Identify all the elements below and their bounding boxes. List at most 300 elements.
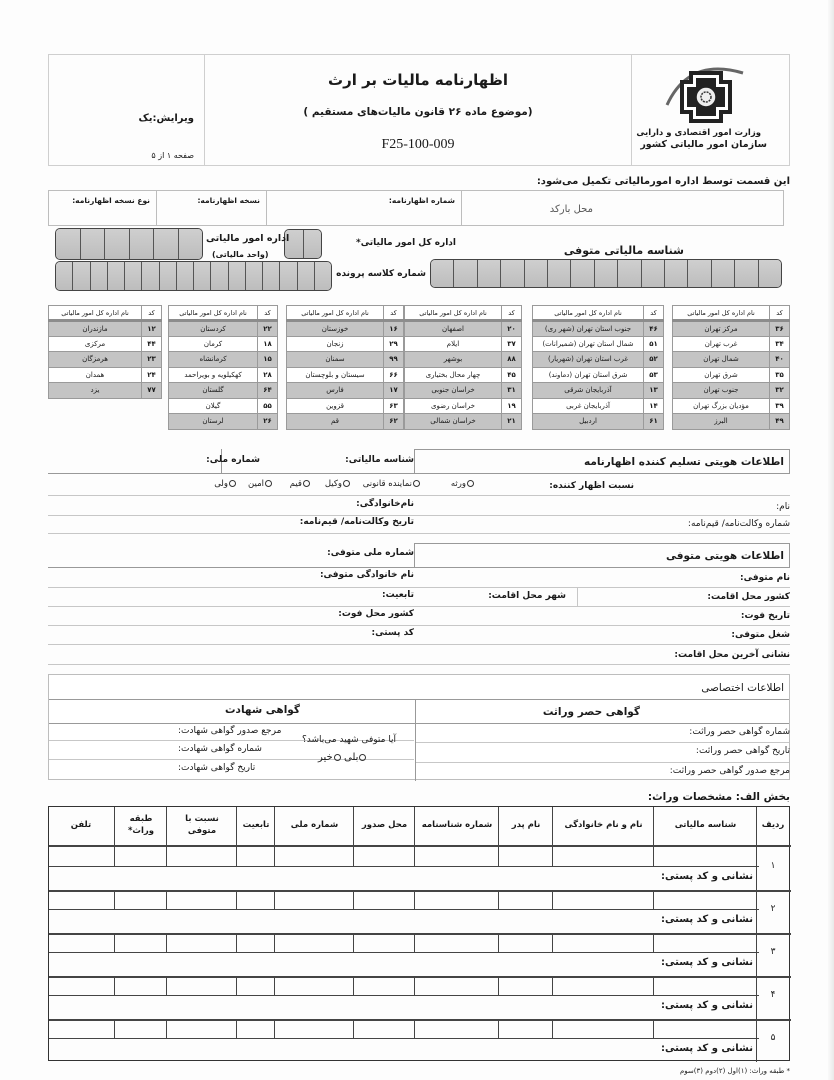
province-name: خراسان جنوبی bbox=[405, 383, 502, 399]
province-name: همدان bbox=[49, 367, 142, 383]
province-row bbox=[287, 367, 404, 383]
province-row bbox=[287, 414, 404, 430]
heirs-column-header: طبقه وراث* bbox=[127, 814, 155, 836]
province-table bbox=[532, 305, 664, 430]
digit-cell[interactable] bbox=[431, 260, 453, 287]
province-name: آذربایجان شرقی bbox=[533, 383, 644, 399]
province-row bbox=[673, 414, 790, 430]
heirs-column-header: تابعیت bbox=[242, 820, 270, 831]
heir-row-number: ۵ bbox=[770, 1033, 776, 1043]
digit-cell[interactable] bbox=[547, 260, 570, 287]
deceased-first-name-label[interactable]: نام متوفی: bbox=[740, 573, 790, 583]
deceased-tax-id-label: شناسه مالیاتی متوفی bbox=[563, 244, 684, 257]
province-row bbox=[673, 398, 790, 414]
residence-country-label[interactable]: کشور محل اقامت: bbox=[707, 592, 790, 602]
edition-label: ویرایش:یک bbox=[138, 113, 194, 124]
province-row bbox=[533, 414, 664, 430]
province-row bbox=[287, 352, 404, 368]
column-divider bbox=[552, 847, 553, 866]
province-name: لرستان bbox=[169, 414, 258, 430]
submitter-relation-label: نسبت اظهار کننده: bbox=[549, 481, 634, 491]
declaration-number-label: شماره اظهارنامه: bbox=[388, 196, 455, 205]
province-code: ۲۳ bbox=[142, 352, 162, 368]
column-divider bbox=[236, 933, 237, 952]
relation-option[interactable] bbox=[363, 479, 420, 489]
tax-office-input[interactable] bbox=[55, 228, 203, 260]
digit-cell[interactable] bbox=[178, 229, 203, 259]
digit-cell[interactable] bbox=[641, 260, 664, 287]
province-name: گیلان bbox=[169, 398, 258, 414]
digit-cell[interactable] bbox=[477, 260, 500, 287]
province-name: البرز bbox=[673, 414, 770, 430]
relation-option[interactable] bbox=[214, 479, 236, 489]
barcode-cell bbox=[461, 191, 783, 225]
digit-cell[interactable] bbox=[141, 262, 158, 290]
column-divider bbox=[236, 890, 237, 909]
martyr-option[interactable] bbox=[318, 752, 341, 763]
province-name: سیستان و بلوچستان bbox=[287, 367, 384, 383]
deceased-last-name-label[interactable]: نام خانوادگی متوفی: bbox=[319, 570, 414, 580]
digit-cell[interactable] bbox=[500, 260, 523, 287]
column-divider bbox=[166, 807, 167, 845]
digit-cell[interactable] bbox=[193, 262, 210, 290]
province-code: ۲۱ bbox=[502, 414, 522, 430]
column-divider bbox=[498, 1019, 499, 1038]
column-divider bbox=[414, 976, 415, 995]
radio-icon[interactable] bbox=[229, 480, 236, 487]
code-header: کد bbox=[142, 306, 162, 321]
province-code: ۴۰ bbox=[770, 352, 790, 368]
province-row bbox=[533, 398, 664, 414]
column-divider bbox=[353, 933, 354, 952]
submitter-poa-date-label[interactable]: تاریخ وکالت‌نامه/ قیم‌نامه: bbox=[299, 517, 414, 527]
digit-cell[interactable] bbox=[129, 229, 154, 259]
declaration-copy-field[interactable] bbox=[156, 191, 266, 225]
inheritance-cert-authority-label[interactable]: مرجع صدور گواهی حصر وراثت: bbox=[669, 766, 790, 776]
row-inner-divider bbox=[49, 995, 759, 996]
submitter-section-title: اطلاعات هویتی تسلیم کننده اظهارنامه bbox=[583, 456, 784, 468]
column-divider bbox=[166, 933, 167, 952]
province-code: ۶۳ bbox=[384, 398, 404, 414]
province-row bbox=[673, 383, 790, 399]
province-code: ۱۴ bbox=[644, 398, 664, 414]
martyr-option-label: بلی bbox=[344, 752, 359, 763]
heirs-column-header: ردیف bbox=[761, 820, 785, 831]
occupation-label[interactable]: شغل متوفی: bbox=[731, 630, 790, 640]
digit-cell[interactable] bbox=[758, 260, 781, 287]
digit-cell[interactable] bbox=[297, 262, 314, 290]
province-row bbox=[169, 383, 278, 399]
tax-organization-logo-icon bbox=[659, 65, 749, 127]
radio-icon[interactable] bbox=[359, 754, 366, 761]
row-inner-divider bbox=[49, 1038, 759, 1039]
page-number: صفحه ۱ از ۵ bbox=[151, 151, 194, 160]
province-table bbox=[168, 305, 278, 430]
province-row bbox=[533, 336, 664, 352]
declaration-copy-type-field[interactable] bbox=[47, 191, 156, 225]
column-divider bbox=[552, 1019, 553, 1038]
row-inner-divider bbox=[49, 909, 759, 910]
column-divider bbox=[353, 1019, 354, 1038]
column-divider bbox=[274, 1019, 275, 1038]
declaration-number-field[interactable] bbox=[266, 191, 461, 225]
radio-icon[interactable] bbox=[343, 480, 350, 487]
province-row bbox=[169, 398, 278, 414]
digit-cell[interactable] bbox=[734, 260, 757, 287]
digit-cell[interactable] bbox=[80, 229, 105, 259]
deceased-tax-id-input[interactable] bbox=[430, 259, 782, 288]
column-divider bbox=[274, 807, 275, 845]
province-code: ۶۱ bbox=[644, 414, 664, 430]
digit-cell[interactable] bbox=[228, 262, 245, 290]
submitter-last-name-label[interactable]: نام‌خانوادگی: bbox=[356, 499, 414, 509]
submitter-first-name-label[interactable]: نام: bbox=[776, 502, 790, 512]
province-name: یزد bbox=[49, 383, 142, 399]
last-address-label[interactable]: نشانی آخرین محل اقامت: bbox=[674, 650, 790, 660]
province-row bbox=[287, 383, 404, 399]
deceased-section-title: اطلاعات هویتی متوفی bbox=[665, 550, 784, 562]
digit-cell[interactable] bbox=[176, 262, 193, 290]
heirs-section-title: بخش الف: مشخصات وراث: bbox=[647, 791, 790, 803]
column-divider bbox=[353, 890, 354, 909]
column-divider bbox=[114, 976, 115, 995]
relation-option-label: ولی bbox=[214, 479, 228, 489]
row-divider bbox=[49, 1019, 791, 1021]
column-divider bbox=[552, 933, 553, 952]
relation-option-label: ورثه bbox=[450, 479, 466, 489]
digit-cell[interactable] bbox=[159, 262, 176, 290]
province-code: ۶۲ bbox=[384, 414, 404, 430]
digit-cell[interactable] bbox=[210, 262, 227, 290]
general-tax-office-label: اداره کل امور مالیاتی* bbox=[355, 238, 456, 248]
province-code: ۲۰ bbox=[502, 321, 522, 337]
name-header: نام اداره کل امور مالیاتی bbox=[405, 306, 502, 321]
form-header bbox=[48, 54, 790, 166]
heirs-table bbox=[48, 806, 790, 1061]
digit-cell[interactable] bbox=[56, 229, 80, 259]
specific-info-title: اطلاعات اختصاصی bbox=[701, 682, 784, 694]
digit-cell[interactable] bbox=[153, 229, 178, 259]
province-row bbox=[533, 383, 664, 399]
province-name: قم bbox=[287, 414, 384, 430]
column-divider bbox=[274, 890, 275, 909]
province-code: ۱۲ bbox=[142, 321, 162, 337]
province-row bbox=[287, 398, 404, 414]
province-name: مرکزی bbox=[49, 336, 142, 352]
digit-cell[interactable] bbox=[664, 260, 687, 287]
code-header: کد bbox=[644, 306, 664, 321]
column-divider bbox=[166, 976, 167, 995]
column-divider bbox=[552, 890, 553, 909]
province-name: شرق استان تهران (دماوند) bbox=[533, 367, 644, 383]
column-divider bbox=[498, 890, 499, 909]
scan-edge bbox=[828, 0, 834, 1080]
barcode-placeholder: محل بارکد bbox=[549, 204, 593, 215]
province-code: ۶۶ bbox=[384, 367, 404, 383]
submitter-poa-number-label[interactable]: شماره وکالت‌نامه/ قیم‌نامه: bbox=[687, 519, 790, 529]
column-divider bbox=[653, 890, 654, 909]
relation-option-label: نماینده قانونی bbox=[362, 479, 412, 489]
province-code: ۵۱ bbox=[644, 336, 664, 352]
digit-cell[interactable] bbox=[90, 262, 107, 290]
province-row bbox=[673, 321, 790, 337]
inheritance-cert-number-label[interactable]: شماره گواهی حصر وراثت: bbox=[689, 727, 790, 737]
heirs-column-header: شناسه مالیاتی bbox=[674, 820, 737, 831]
digit-cell[interactable] bbox=[314, 262, 331, 290]
martyr-number-label[interactable]: شماره گواهی شهادت: bbox=[178, 744, 262, 754]
digit-cell[interactable] bbox=[524, 260, 547, 287]
column-divider bbox=[166, 1019, 167, 1038]
tax-unit-label: (واحد مالیاتی) bbox=[212, 250, 269, 259]
digit-cell[interactable] bbox=[124, 262, 141, 290]
is-martyr-question: آیا متوفی شهید می‌باشد؟ bbox=[302, 735, 397, 745]
province-code: ۱۳ bbox=[644, 383, 664, 399]
residence-city-label[interactable]: شهر محل اقامت: bbox=[488, 591, 566, 601]
province-code: ۱۷ bbox=[384, 383, 404, 399]
declaration-copy-label: نسخه اظهارنامه: bbox=[197, 196, 260, 205]
province-name: سمنان bbox=[287, 352, 384, 368]
general-tax-office-input[interactable] bbox=[284, 229, 322, 259]
column-divider bbox=[653, 933, 654, 952]
province-row bbox=[49, 383, 162, 399]
province-code: ۲۸ bbox=[258, 367, 278, 383]
form-subtitle: (موضوع ماده ۲۶ قانون مالیات‌های مستقیم ) bbox=[303, 106, 533, 118]
province-row bbox=[673, 352, 790, 368]
column-divider bbox=[498, 807, 499, 845]
province-code: ۳۴ bbox=[770, 336, 790, 352]
row-divider bbox=[49, 890, 791, 892]
column-divider bbox=[653, 807, 654, 845]
province-code: ۳۹ bbox=[770, 398, 790, 414]
submitter-national-id-label[interactable]: شماره ملی: bbox=[206, 455, 260, 465]
code-header: کد bbox=[502, 306, 522, 321]
province-name: کرمان bbox=[169, 336, 258, 352]
column-divider bbox=[236, 976, 237, 995]
province-code: ۳۱ bbox=[502, 383, 522, 399]
province-code: ۱۵ bbox=[258, 352, 278, 368]
submitter-tax-id-label[interactable]: شناسه مالیاتی: bbox=[345, 455, 414, 465]
file-class-number-input[interactable] bbox=[55, 261, 332, 291]
tax-office-label: اداره امور مالیاتی bbox=[206, 233, 290, 244]
column-divider bbox=[498, 976, 499, 995]
digit-cell[interactable] bbox=[711, 260, 734, 287]
column-divider bbox=[114, 933, 115, 952]
relation-option[interactable] bbox=[290, 479, 310, 489]
province-row bbox=[673, 336, 790, 352]
province-code: ۳۶ bbox=[770, 321, 790, 337]
column-divider bbox=[353, 847, 354, 866]
province-row bbox=[169, 367, 278, 383]
province-row bbox=[49, 321, 162, 337]
digit-cell[interactable] bbox=[617, 260, 640, 287]
digit-cell[interactable] bbox=[56, 262, 72, 290]
column-divider bbox=[274, 847, 275, 866]
digit-cell[interactable] bbox=[104, 229, 129, 259]
province-code: ۱۸ bbox=[258, 336, 278, 352]
province-code: ۲۲ bbox=[258, 321, 278, 337]
province-name: کردستان bbox=[169, 321, 258, 337]
heirs-column-header: تلفن bbox=[70, 820, 92, 831]
province-name: اصفهان bbox=[405, 321, 502, 337]
relation-option-label: قیم bbox=[289, 479, 302, 489]
specific-info-section bbox=[48, 674, 790, 780]
province-code: ۱۹ bbox=[502, 398, 522, 414]
martyr-date-label[interactable]: تاریخ گواهی شهادت: bbox=[178, 763, 256, 773]
province-name: جنوب استان تهران (شهر ری) bbox=[533, 321, 644, 337]
province-code: ۲۶ bbox=[258, 414, 278, 430]
province-code: ۸۸ bbox=[502, 352, 522, 368]
province-code: ۴۵ bbox=[502, 367, 522, 383]
province-name: خراسان شمالی bbox=[405, 414, 502, 430]
logo-ministry-text: وزارت امور اقتصادی و دارایی bbox=[636, 128, 761, 138]
province-name: گلستان bbox=[169, 383, 258, 399]
province-name: شمال تهران bbox=[673, 352, 770, 368]
deceased-national-id-label[interactable]: شماره ملی متوفی: bbox=[327, 548, 414, 558]
province-row bbox=[287, 336, 404, 352]
radio-icon[interactable] bbox=[334, 754, 341, 761]
heir-row-number: ۳ bbox=[770, 947, 776, 957]
province-name: مازندران bbox=[49, 321, 142, 337]
column-divider bbox=[653, 1019, 654, 1038]
province-name: جنوب تهران bbox=[673, 383, 770, 399]
relation-option[interactable] bbox=[248, 479, 272, 489]
province-row bbox=[405, 367, 522, 383]
digit-cell[interactable] bbox=[72, 262, 89, 290]
column-divider bbox=[414, 807, 415, 845]
heirs-column-header: نام پدر bbox=[511, 820, 541, 831]
province-name: کرمانشاه bbox=[169, 352, 258, 368]
province-row bbox=[49, 352, 162, 368]
province-code: ۴۴ bbox=[142, 336, 162, 352]
digit-cell[interactable] bbox=[303, 230, 322, 258]
death-country-label[interactable]: کشور محل فوت: bbox=[338, 609, 414, 619]
digit-cell[interactable] bbox=[687, 260, 710, 287]
column-divider bbox=[274, 933, 275, 952]
digit-cell[interactable] bbox=[453, 260, 476, 287]
column-divider bbox=[114, 1019, 115, 1038]
relation-option-label: وکیل bbox=[324, 479, 342, 489]
digit-cell[interactable] bbox=[594, 260, 617, 287]
column-divider bbox=[274, 976, 275, 995]
digit-cell[interactable] bbox=[262, 262, 279, 290]
province-row bbox=[405, 352, 522, 368]
inheritance-cert-date-label[interactable]: تاریخ گواهی حصر وراثت: bbox=[695, 746, 790, 756]
heir-address-field[interactable]: نشانی و کد پستی: bbox=[661, 871, 753, 882]
martyr-authority-label[interactable]: مرجع صدور گواهی شهادت: bbox=[178, 726, 282, 736]
heir-row-number: ۴ bbox=[770, 990, 776, 1000]
heirs-class-footnote: * طبقه وراث: (۱)اول (۲)دوم (۳)سوم bbox=[679, 1067, 790, 1075]
province-code: ۴۹ bbox=[770, 414, 790, 430]
inheritance-cert-title: گواهی حصر وراثت bbox=[542, 706, 640, 718]
heirs-column-header: محل صدور bbox=[361, 820, 408, 831]
province-name: خراسان رضوی bbox=[405, 398, 502, 414]
row-inner-divider bbox=[49, 952, 759, 953]
heir-row-number: ۲ bbox=[770, 904, 776, 914]
column-divider bbox=[552, 976, 553, 995]
province-code: ۵۲ bbox=[644, 352, 664, 368]
row-inner-divider bbox=[49, 866, 759, 867]
declaration-copy-type-label: نوع نسخه اظهارنامه: bbox=[72, 196, 150, 205]
radio-icon[interactable] bbox=[265, 480, 272, 487]
province-row bbox=[49, 336, 162, 352]
province-name: مرکز تهران bbox=[673, 321, 770, 337]
name-header: نام اداره کل امور مالیاتی bbox=[287, 306, 384, 321]
digit-cell[interactable] bbox=[107, 262, 124, 290]
office-use-row bbox=[48, 190, 784, 226]
province-code: ۲۴ bbox=[142, 367, 162, 383]
column-divider bbox=[414, 847, 415, 866]
heir-address-field[interactable]: نشانی و کد پستی: bbox=[661, 914, 753, 925]
province-code: ۲۹ bbox=[384, 336, 404, 352]
province-row bbox=[169, 352, 278, 368]
province-code: ۵۵ bbox=[258, 398, 278, 414]
row-divider bbox=[49, 933, 791, 935]
province-name: مؤدیان بزرگ تهران bbox=[673, 398, 770, 414]
province-row bbox=[169, 321, 278, 337]
heir-address-field[interactable]: نشانی و کد پستی: bbox=[661, 957, 753, 968]
name-header: نام اداره کل امور مالیاتی bbox=[673, 306, 770, 321]
province-name: آذربایجان غربی bbox=[533, 398, 644, 414]
relation-option[interactable] bbox=[325, 479, 350, 489]
column-divider bbox=[756, 807, 757, 845]
martyr-option[interactable] bbox=[344, 752, 366, 763]
postal-code-label[interactable]: کد پستی: bbox=[371, 628, 414, 638]
column-divider bbox=[114, 807, 115, 845]
province-table bbox=[286, 305, 404, 430]
province-row bbox=[405, 321, 522, 337]
column-divider bbox=[353, 976, 354, 995]
province-name: شمال استان تهران (شمیرانات) bbox=[533, 336, 644, 352]
province-row bbox=[533, 321, 664, 337]
code-header: کد bbox=[770, 306, 790, 321]
column-divider bbox=[552, 807, 553, 845]
relation-option-label: امین bbox=[248, 479, 264, 489]
name-header: نام اداره کل امور مالیاتی bbox=[533, 306, 644, 321]
heirs-column-header: شماره شناسنامه bbox=[421, 820, 493, 831]
form-code: F25-100-009 bbox=[381, 137, 455, 152]
heir-row-number: ۱ bbox=[770, 861, 776, 871]
column-divider bbox=[166, 890, 167, 909]
province-name: اردبیل bbox=[533, 414, 644, 430]
province-row bbox=[287, 321, 404, 337]
province-row bbox=[169, 336, 278, 352]
radio-icon[interactable] bbox=[413, 480, 420, 487]
death-date-label[interactable]: تاریخ فوت: bbox=[740, 611, 790, 621]
martyr-option-label: خیر bbox=[318, 752, 333, 763]
province-row bbox=[169, 414, 278, 430]
heir-address-field[interactable]: نشانی و کد پستی: bbox=[661, 1043, 753, 1054]
column-divider bbox=[653, 976, 654, 995]
province-name: غرب تهران bbox=[673, 336, 770, 352]
digit-cell[interactable] bbox=[279, 262, 296, 290]
row-divider bbox=[49, 976, 791, 978]
name-header: نام اداره کل امور مالیاتی bbox=[169, 306, 258, 321]
office-use-note: این قسمت توسط اداره امورمالیاتی تکمیل می‌شود: bbox=[536, 176, 790, 187]
column-divider bbox=[353, 807, 354, 845]
relation-option[interactable] bbox=[451, 479, 474, 489]
heir-address-field[interactable]: نشانی و کد پستی: bbox=[661, 1000, 753, 1011]
column-divider bbox=[236, 807, 237, 845]
nationality-label[interactable]: تابعیت: bbox=[381, 590, 414, 600]
radio-icon[interactable] bbox=[303, 480, 310, 487]
form-title: اظهارنامه مالیات بر ارث bbox=[328, 71, 508, 89]
digit-cell[interactable] bbox=[245, 262, 262, 290]
heirs-column-header: نام و نام خانوادگی bbox=[564, 820, 643, 831]
digit-cell[interactable] bbox=[570, 260, 593, 287]
province-code: ۳۵ bbox=[770, 367, 790, 383]
radio-icon[interactable] bbox=[467, 480, 474, 487]
column-divider bbox=[114, 890, 115, 909]
